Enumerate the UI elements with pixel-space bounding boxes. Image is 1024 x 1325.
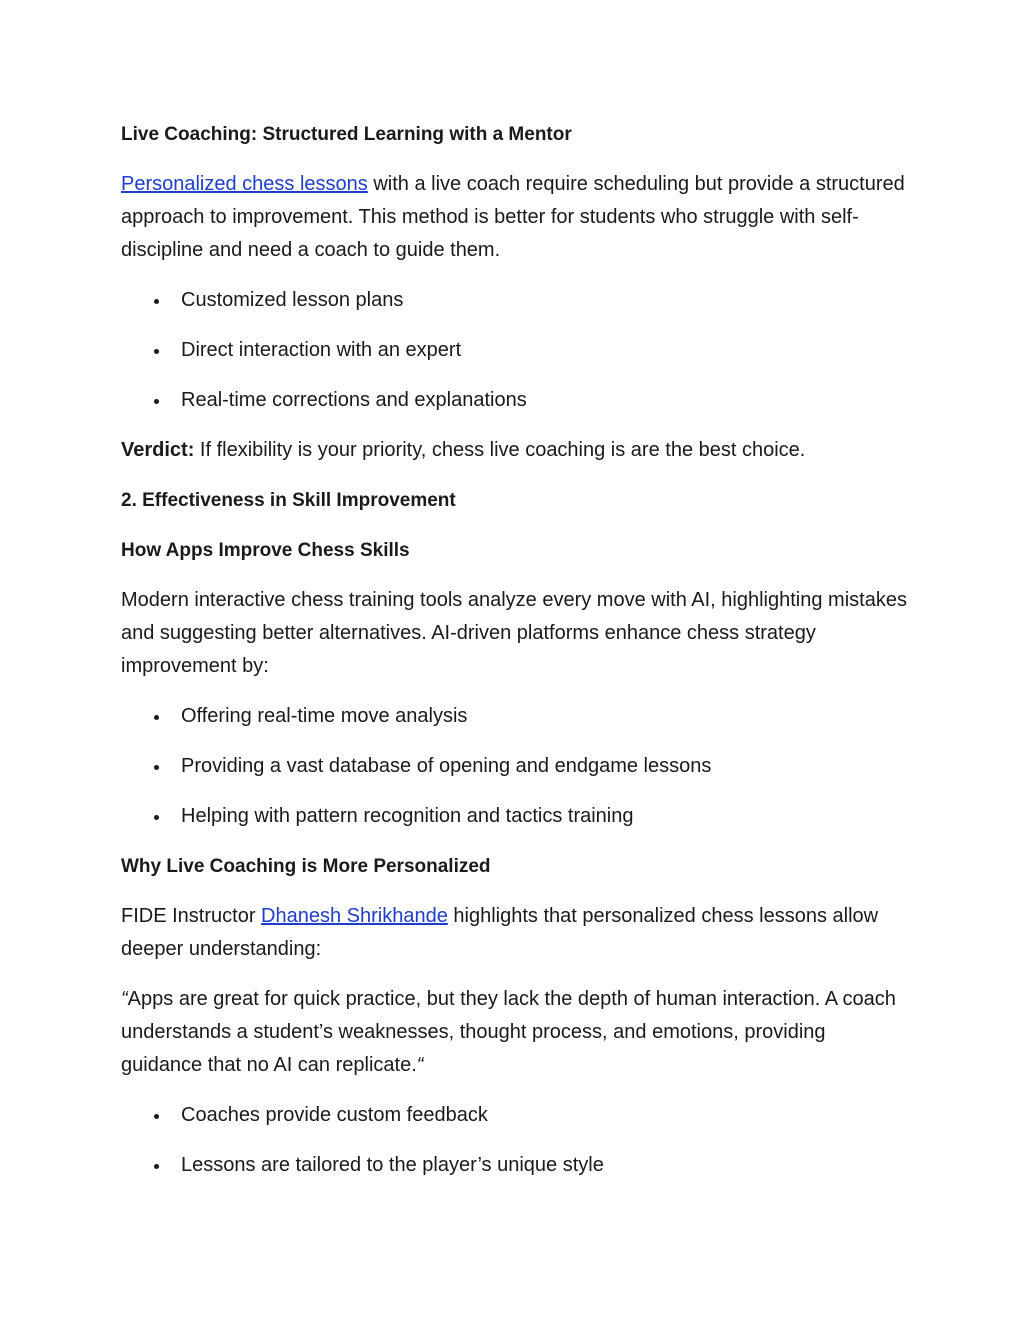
bullet-icon	[154, 1164, 159, 1169]
list-item: Customized lesson plans	[121, 284, 911, 317]
bullet-icon	[154, 815, 159, 820]
subheading-how-apps-improve: How Apps Improve Chess Skills	[121, 540, 410, 561]
personalized-chess-lessons-link[interactable]: Personalized chess lessons	[121, 173, 368, 195]
verdict-paragraph	[121, 434, 911, 467]
intro-paragraph	[121, 168, 911, 267]
list-item: Offering real-time move analysis	[121, 700, 911, 733]
apps-paragraph: Modern interactive chess training tools analyze every move with AI, highlighting mistakes and suggesting better alternatives. AI-driven platforms enhance chess strategy improvement by:	[121, 589, 907, 677]
document-page	[121, 118, 911, 1199]
bullet-icon	[154, 765, 159, 770]
quote-open-mark: “	[121, 988, 128, 1010]
list-item: Real-time corrections and explanations	[121, 384, 911, 417]
bullet-icon	[154, 715, 159, 720]
list-item: Providing a vast database of opening and endgame lessons	[121, 750, 911, 783]
list-item: Lessons are tailored to the player’s unique style	[121, 1149, 911, 1182]
quote-close-mark: “	[416, 1054, 424, 1076]
verdict-text: If flexibility is your priority, chess live coaching is are the best choice.	[194, 439, 806, 461]
dhanesh-shrikhande-link[interactable]: Dhanesh Shrikhande	[261, 905, 448, 927]
bullet-icon	[154, 299, 159, 304]
section-heading-effectiveness: 2. Effectiveness in Skill Improvement	[121, 490, 456, 511]
live-coaching-benefits-list	[121, 284, 911, 417]
list-item: Coaches provide custom feedback	[121, 1099, 911, 1132]
bullet-icon	[154, 349, 159, 354]
section-heading-why-live-coaching: Why Live Coaching is More Personalized	[121, 856, 491, 877]
quote-text: Apps are great for quick practice, but they lack the depth of human interaction. A coach understands a student’s weaknesses, thought process, and emotions, providing guidance that no AI can replicate.	[121, 988, 896, 1076]
apps-benefits-list	[121, 700, 911, 833]
verdict-label: Verdict:	[121, 439, 195, 461]
list-item: Helping with pattern recognition and tactics training	[121, 800, 911, 833]
coaching-benefits-list	[121, 1099, 911, 1182]
bullet-icon	[154, 1114, 159, 1119]
bullet-icon	[154, 399, 159, 404]
quote-paragraph	[121, 983, 911, 1082]
intro-text: with a live coach require scheduling but provide a structured approach to improvement. This method is better for students who struggle with self-discipline and need a coach to guide them.	[121, 173, 905, 261]
section-heading-live-coaching: Live Coaching: Structured Learning with a Mentor	[121, 124, 572, 145]
list-item: Direct interaction with an expert	[121, 334, 911, 367]
fide-instructor-paragraph: FIDE Instructor Dhanesh Shrikhande highlights that personalized chess lessons allow deeper understanding:	[121, 905, 879, 960]
